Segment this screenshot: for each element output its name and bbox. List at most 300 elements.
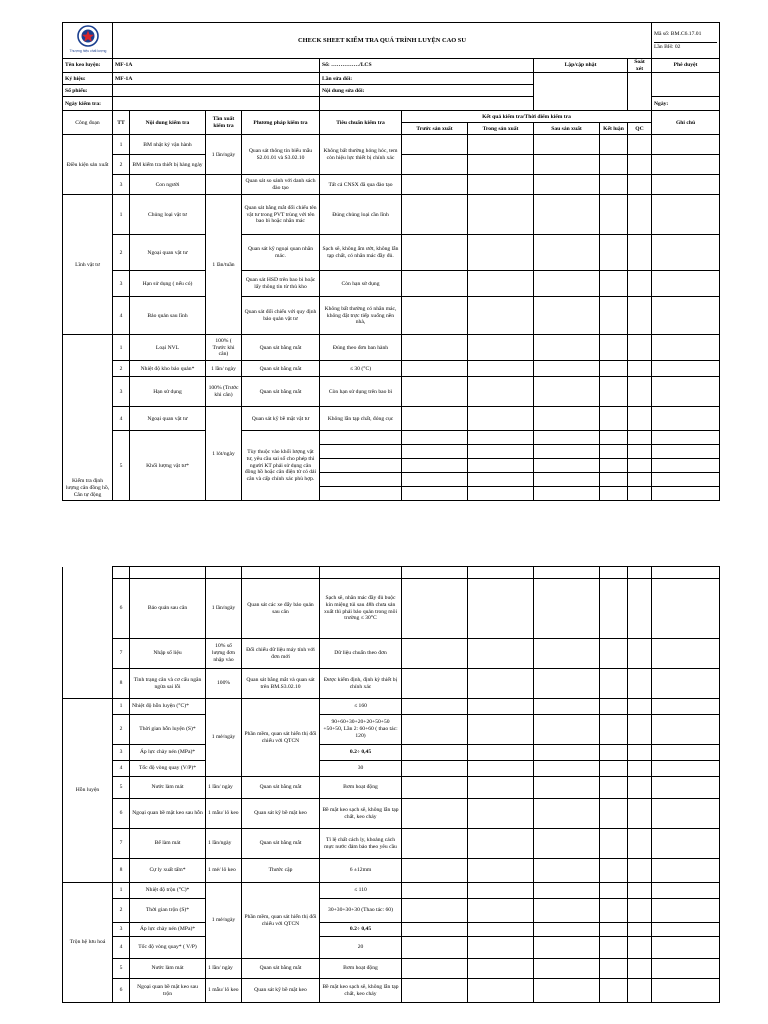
- result-cell[interactable]: [468, 699, 534, 715]
- result-cell[interactable]: [534, 135, 600, 155]
- result-cell[interactable]: [402, 899, 468, 923]
- result-cell[interactable]: [600, 669, 628, 699]
- result-cell[interactable]: [468, 761, 534, 777]
- result-cell[interactable]: [628, 195, 652, 235]
- result-cell[interactable]: [468, 937, 534, 959]
- result-cell[interactable]: [600, 745, 628, 761]
- note-cell[interactable]: [652, 175, 720, 195]
- result-cell[interactable]: [628, 979, 652, 1003]
- table-row: [63, 761, 720, 777]
- result-cell[interactable]: [534, 799, 600, 829]
- result-cell[interactable]: [600, 883, 628, 899]
- result-cell[interactable]: [402, 195, 468, 235]
- row-tan-xuat: 1 lần/tuần: [206, 195, 242, 335]
- result-cell[interactable]: [402, 829, 468, 859]
- result-cell[interactable]: [534, 669, 600, 699]
- row-phuong-phap: Quan sát kỹ bề mặt vật tư: [242, 407, 320, 431]
- table-row: [63, 567, 720, 579]
- result-cell[interactable]: [534, 175, 600, 195]
- result-cell[interactable]: [628, 567, 652, 579]
- note-cell[interactable]: [652, 431, 720, 445]
- result-cell[interactable]: [402, 669, 468, 699]
- note-cell[interactable]: [652, 487, 720, 501]
- svg-text:Thượng hiệu chất lượng: Thượng hiệu chất lượng: [69, 49, 106, 54]
- result-cell[interactable]: [468, 135, 534, 155]
- result-cell[interactable]: [468, 669, 534, 699]
- row-noi-dung: Nhiệt độ kho bảo quản*: [130, 361, 206, 377]
- row-phuong-phap: Quan sát bằng mắt đối chiếu tên vật tư trong PVT trùng với tên bao bì hoặc nhãn mác: [242, 195, 320, 235]
- note-cell[interactable]: [652, 937, 720, 959]
- result-cell[interactable]: [600, 407, 628, 431]
- result-cell[interactable]: [402, 431, 468, 445]
- result-cell[interactable]: [402, 859, 468, 883]
- note-cell[interactable]: [652, 459, 720, 473]
- row-tt: 3: [113, 271, 130, 297]
- result-cell[interactable]: [628, 377, 652, 407]
- result-cell[interactable]: [402, 445, 468, 459]
- result-cell[interactable]: [600, 567, 628, 579]
- result-cell[interactable]: [600, 135, 628, 155]
- result-cell[interactable]: [628, 445, 652, 459]
- result-cell[interactable]: [402, 579, 468, 639]
- soat-xet-sign[interactable]: [628, 73, 652, 111]
- row-noi-dung: Nhập số liệu: [130, 639, 206, 669]
- table-row: [63, 883, 720, 899]
- row-tan-xuat: 1 lần/ngày: [206, 579, 242, 639]
- row-tieu-chuan: 0.2÷ 0,45: [320, 923, 402, 937]
- so-phieu-value[interactable]: [113, 85, 320, 97]
- note-cell[interactable]: [652, 155, 720, 175]
- row-tt: 1: [113, 699, 130, 715]
- result-cell[interactable]: [600, 155, 628, 175]
- result-cell[interactable]: [468, 195, 534, 235]
- col-trong-sx: Trong sản xuất: [468, 123, 534, 135]
- result-cell[interactable]: [402, 473, 468, 487]
- result-cell[interactable]: [468, 377, 534, 407]
- result-cell[interactable]: [628, 669, 652, 699]
- result-cell[interactable]: [534, 431, 600, 445]
- col-truoc-sx: Trước sản xuất: [402, 123, 468, 135]
- edition-number: Lần BH: 02: [654, 42, 717, 51]
- table-row: [63, 175, 720, 195]
- result-cell[interactable]: [534, 335, 600, 361]
- result-cell[interactable]: [534, 761, 600, 777]
- ky-hieu-value[interactable]: MF-1A: [113, 73, 320, 85]
- result-cell[interactable]: [534, 155, 600, 175]
- result-cell[interactable]: [628, 829, 652, 859]
- result-cell[interactable]: [534, 859, 600, 883]
- result-cell[interactable]: [402, 883, 468, 899]
- row-tan-xuat: [206, 175, 242, 195]
- result-cell[interactable]: [600, 335, 628, 361]
- result-cell[interactable]: [534, 777, 600, 799]
- row-tt: 4: [113, 407, 130, 431]
- row-tieu-chuan: Sạch sẽ, không ẩm ướt, không lẫn tạp chất, có nhãn mác đầy đủ.: [320, 235, 402, 271]
- result-cell[interactable]: [628, 155, 652, 175]
- row-tan-xuat: 1 mẻ/ lô keo: [206, 859, 242, 883]
- result-cell[interactable]: [628, 579, 652, 639]
- result-cell[interactable]: [468, 155, 534, 175]
- row-tieu-chuan: ≤ 110: [320, 883, 402, 899]
- note-cell[interactable]: [652, 579, 720, 639]
- row-tt: 5: [113, 777, 130, 799]
- result-cell[interactable]: [628, 407, 652, 431]
- table-row: [63, 335, 720, 361]
- result-cell[interactable]: [628, 699, 652, 715]
- row-tan-xuat: 100% ( Trước khi cân): [206, 335, 242, 361]
- result-cell[interactable]: [402, 407, 468, 431]
- result-cell[interactable]: [534, 883, 600, 899]
- result-cell[interactable]: [628, 459, 652, 473]
- col-ket-luan: Kết luận: [600, 123, 628, 135]
- note-cell[interactable]: [652, 235, 720, 271]
- table-row: [63, 979, 720, 1003]
- result-cell[interactable]: [628, 431, 652, 445]
- so-field[interactable]: Số: ……………/LCS: [320, 59, 534, 73]
- table-row: [63, 959, 720, 979]
- result-cell[interactable]: [600, 699, 628, 715]
- row-tieu-chuan: Bề mặt keo sạch sẽ, không lẫn tạp chất, keo cháy: [320, 799, 402, 829]
- note-cell[interactable]: [652, 335, 720, 361]
- result-cell[interactable]: [402, 155, 468, 175]
- result-cell[interactable]: [468, 487, 534, 501]
- row-noi-dung: Bảo quản sau cân: [130, 579, 206, 639]
- table-row: [63, 135, 720, 155]
- result-cell[interactable]: [600, 175, 628, 195]
- result-cell[interactable]: [628, 361, 652, 377]
- note-cell[interactable]: [652, 699, 720, 715]
- result-cell[interactable]: [468, 567, 534, 579]
- result-cell[interactable]: [628, 859, 652, 883]
- result-cell[interactable]: [534, 699, 600, 715]
- phe-duyet-sign[interactable]: [652, 73, 720, 97]
- result-cell[interactable]: [534, 377, 600, 407]
- result-cell[interactable]: [628, 271, 652, 297]
- row-tan-xuat: 1 lần/ngày: [206, 135, 242, 175]
- result-cell[interactable]: [468, 639, 534, 669]
- result-cell[interactable]: [534, 235, 600, 271]
- row-noi-dung: Hạn sử dụng: [130, 377, 206, 407]
- result-cell[interactable]: [600, 297, 628, 335]
- result-cell[interactable]: [468, 407, 534, 431]
- row-tt: 2: [113, 361, 130, 377]
- note-cell[interactable]: [652, 195, 720, 235]
- result-cell[interactable]: [600, 899, 628, 923]
- row-tieu-chuan: 6 ±12mm: [320, 859, 402, 883]
- note-cell[interactable]: [652, 407, 720, 431]
- ten-keo-label: Tên keo luyện:: [63, 59, 113, 73]
- result-cell[interactable]: [600, 235, 628, 271]
- note-cell[interactable]: [652, 361, 720, 377]
- result-cell[interactable]: [628, 235, 652, 271]
- result-cell[interactable]: [628, 899, 652, 923]
- result-cell[interactable]: [628, 799, 652, 829]
- result-cell[interactable]: [534, 567, 600, 579]
- result-cell[interactable]: [600, 979, 628, 1003]
- result-cell[interactable]: [534, 899, 600, 923]
- result-cell[interactable]: [534, 979, 600, 1003]
- noi-dung-sua-doi-field[interactable]: Nội dung sửa đổi:: [320, 85, 534, 97]
- result-cell[interactable]: [628, 297, 652, 335]
- row-phuong-phap: Quan sát bằng mắt: [242, 361, 320, 377]
- result-cell[interactable]: [468, 923, 534, 937]
- check-sheet-table-1: [62, 22, 720, 501]
- result-cell[interactable]: [468, 745, 534, 761]
- result-cell[interactable]: [534, 715, 600, 745]
- col-cong-doan: Công đoạn: [63, 111, 113, 135]
- row-tan-xuat: 10% số lượng đơn nhập vào: [206, 639, 242, 669]
- note-cell[interactable]: [652, 829, 720, 859]
- result-cell[interactable]: [402, 235, 468, 271]
- note-cell[interactable]: [652, 899, 720, 923]
- note-cell[interactable]: [652, 135, 720, 155]
- result-cell[interactable]: [534, 639, 600, 669]
- row-noi-dung: Nhiệt độ trộn (°C)*: [130, 883, 206, 899]
- result-cell[interactable]: [402, 297, 468, 335]
- result-cell[interactable]: [468, 799, 534, 829]
- result-cell[interactable]: [534, 297, 600, 335]
- result-cell[interactable]: [534, 195, 600, 235]
- result-cell[interactable]: [534, 487, 600, 501]
- result-cell[interactable]: [402, 567, 468, 579]
- result-cell[interactable]: [628, 923, 652, 937]
- row-tt: 1: [113, 335, 130, 361]
- result-cell[interactable]: [468, 271, 534, 297]
- result-cell[interactable]: [600, 431, 628, 445]
- result-cell[interactable]: [468, 335, 534, 361]
- result-cell[interactable]: [600, 777, 628, 799]
- row-tieu-chuan: 90+60+30+20+20+50+50 +50+50, Lần 2: 60+60 ( thao tác: 120): [320, 715, 402, 745]
- result-cell[interactable]: [628, 487, 652, 501]
- note-cell[interactable]: [652, 271, 720, 297]
- result-cell[interactable]: [600, 377, 628, 407]
- result-cell[interactable]: [468, 473, 534, 487]
- result-cell[interactable]: [402, 745, 468, 761]
- result-cell[interactable]: [402, 777, 468, 799]
- result-cell[interactable]: [628, 745, 652, 761]
- row-phuong-phap: Thước cặp: [242, 859, 320, 883]
- result-cell[interactable]: [468, 431, 534, 445]
- lap-cap-nhat-sign[interactable]: [534, 73, 628, 111]
- result-cell[interactable]: [402, 335, 468, 361]
- result-cell[interactable]: [402, 639, 468, 669]
- result-cell[interactable]: [534, 361, 600, 377]
- row-tieu-chuan: ≤ 160: [320, 699, 402, 715]
- ten-keo-value[interactable]: MF-1A: [113, 59, 320, 73]
- result-cell[interactable]: [534, 959, 600, 979]
- note-cell[interactable]: [652, 959, 720, 979]
- note-cell[interactable]: [652, 715, 720, 745]
- note-cell[interactable]: [652, 567, 720, 579]
- result-cell[interactable]: [468, 859, 534, 883]
- result-cell[interactable]: [402, 937, 468, 959]
- result-cell[interactable]: [534, 923, 600, 937]
- result-cell[interactable]: [628, 937, 652, 959]
- row-tieu-chuan: Bơm hoạt động: [320, 959, 402, 979]
- row-tieu-chuan: Không bất thường có nhãn mác, không đặt trực tiếp xuống nền nhà,: [320, 297, 402, 335]
- row-tt: 7: [113, 639, 130, 669]
- note-cell[interactable]: [652, 297, 720, 335]
- result-cell[interactable]: [600, 829, 628, 859]
- row-phuong-phap: Quan sát bằng mắt và quan sát trên BM.S3.02.10: [242, 669, 320, 699]
- table-row: [63, 297, 720, 335]
- row-tieu-chuan: Tất cả CNSX đã qua đào tạo: [320, 175, 402, 195]
- result-cell[interactable]: [402, 715, 468, 745]
- result-cell[interactable]: [600, 639, 628, 669]
- col-noi-dung: Nội dung kiểm tra: [130, 111, 206, 135]
- row-tt: 6: [113, 799, 130, 829]
- note-cell[interactable]: [652, 639, 720, 669]
- result-cell[interactable]: [600, 859, 628, 883]
- ngay-kiem-tra-value[interactable]: [113, 97, 320, 111]
- table-row: [63, 829, 720, 859]
- result-cell[interactable]: [628, 639, 652, 669]
- table-row: [63, 715, 720, 745]
- row-tieu-chuan: 20: [320, 937, 402, 959]
- row-noi-dung: Con người: [130, 175, 206, 195]
- result-cell[interactable]: [600, 579, 628, 639]
- result-cell[interactable]: [600, 937, 628, 959]
- row-tt: 5: [113, 431, 130, 501]
- row-tieu-chuan: [320, 431, 402, 445]
- result-cell[interactable]: [628, 883, 652, 899]
- result-cell[interactable]: [468, 579, 534, 639]
- result-cell[interactable]: [402, 361, 468, 377]
- result-cell[interactable]: [402, 135, 468, 155]
- result-cell[interactable]: [402, 699, 468, 715]
- row-noi-dung: Ngoại quan vật tư: [130, 407, 206, 431]
- result-cell[interactable]: [402, 487, 468, 501]
- result-cell[interactable]: [600, 715, 628, 745]
- note-cell[interactable]: [652, 883, 720, 899]
- row-tan-xuat: 100%: [206, 669, 242, 699]
- note-cell[interactable]: [652, 979, 720, 1003]
- result-cell[interactable]: [402, 377, 468, 407]
- result-cell[interactable]: [534, 829, 600, 859]
- row-phuong-phap: Phần mềm, quan sát hiển thị đối chiếu với QTCN: [242, 883, 320, 959]
- note-cell[interactable]: [652, 745, 720, 761]
- result-cell[interactable]: [600, 361, 628, 377]
- note-cell[interactable]: [652, 473, 720, 487]
- note-cell[interactable]: [652, 777, 720, 799]
- result-cell[interactable]: [468, 459, 534, 473]
- result-cell[interactable]: [468, 829, 534, 859]
- result-cell[interactable]: [628, 473, 652, 487]
- note-cell[interactable]: [652, 859, 720, 883]
- result-cell[interactable]: [628, 959, 652, 979]
- result-cell[interactable]: [468, 883, 534, 899]
- result-cell[interactable]: [600, 959, 628, 979]
- result-cell[interactable]: [468, 361, 534, 377]
- result-cell[interactable]: [468, 445, 534, 459]
- result-cell[interactable]: [468, 175, 534, 195]
- result-cell[interactable]: [600, 487, 628, 501]
- row-phuong-phap: Quan sát thông tin biểu mẫu S2.01.01 và S3.02.10: [242, 135, 320, 175]
- row-tt: 3: [113, 377, 130, 407]
- result-cell[interactable]: [402, 979, 468, 1003]
- row-tieu-chuan: Còn hạn sử dụng: [320, 271, 402, 297]
- result-cell[interactable]: [600, 799, 628, 829]
- result-cell[interactable]: [468, 235, 534, 271]
- result-cell[interactable]: [628, 761, 652, 777]
- result-cell[interactable]: [402, 761, 468, 777]
- row-noi-dung: Hạn sử dụng ( nếu có): [130, 271, 206, 297]
- result-cell[interactable]: [468, 715, 534, 745]
- row-tt: 5: [113, 959, 130, 979]
- row-phuong-phap: Quan sát các xe đẩy bảo quản sau cân: [242, 579, 320, 639]
- col-tieu-chuan: Tiêu chuẩn kiểm tra: [320, 111, 402, 135]
- note-cell[interactable]: [652, 377, 720, 407]
- result-cell[interactable]: [402, 923, 468, 937]
- row-tt: 2: [113, 899, 130, 923]
- row-noi-dung: BM nhật ký vận hành: [130, 135, 206, 155]
- row-noi-dung: Ngoại quan bề mặt keo sau trộn: [130, 979, 206, 1003]
- table-row: [63, 195, 720, 235]
- result-cell[interactable]: [534, 459, 600, 473]
- result-cell[interactable]: [468, 959, 534, 979]
- result-cell[interactable]: [402, 459, 468, 473]
- result-cell[interactable]: [534, 745, 600, 761]
- row-noi-dung: Loại NVL: [130, 335, 206, 361]
- ngay-field[interactable]: Ngày:: [652, 97, 720, 111]
- result-cell[interactable]: [402, 959, 468, 979]
- result-cell[interactable]: [534, 473, 600, 487]
- note-cell[interactable]: [652, 761, 720, 777]
- result-cell[interactable]: [628, 135, 652, 155]
- row-phuong-phap: Quan sát kỹ bề mặt keo: [242, 979, 320, 1003]
- result-cell[interactable]: [534, 579, 600, 639]
- result-cell[interactable]: [628, 715, 652, 745]
- result-cell[interactable]: [468, 979, 534, 1003]
- table-row: [63, 859, 720, 883]
- result-cell[interactable]: [402, 271, 468, 297]
- note-cell[interactable]: [652, 923, 720, 937]
- result-cell[interactable]: [468, 777, 534, 799]
- result-cell[interactable]: [468, 297, 534, 335]
- row-tt: 4: [113, 761, 130, 777]
- result-cell[interactable]: [600, 473, 628, 487]
- lap-cap-nhat-header: Lập/cập nhật: [534, 59, 628, 73]
- result-cell[interactable]: [628, 335, 652, 361]
- note-cell[interactable]: [652, 799, 720, 829]
- result-cell[interactable]: [402, 175, 468, 195]
- row-noi-dung: Ngoại quan bề mặt keo sau hỗn: [130, 799, 206, 829]
- result-cell[interactable]: [600, 195, 628, 235]
- result-cell[interactable]: [534, 271, 600, 297]
- lan-sua-doi-field[interactable]: Lần sửa đổi:: [320, 73, 534, 85]
- result-cell[interactable]: [628, 175, 652, 195]
- result-cell[interactable]: [600, 459, 628, 473]
- row-tieu-chuan: [320, 459, 402, 473]
- result-cell[interactable]: [600, 271, 628, 297]
- result-cell[interactable]: [534, 407, 600, 431]
- result-cell[interactable]: [402, 799, 468, 829]
- result-cell[interactable]: [628, 777, 652, 799]
- result-cell[interactable]: [600, 923, 628, 937]
- col-ket-qua: Kết quả kiểm tra/Thời điểm kiểm tra: [402, 111, 652, 123]
- result-cell[interactable]: [534, 445, 600, 459]
- result-cell[interactable]: [600, 761, 628, 777]
- row-noi-dung: Nhiệt độ hỗn luyện (°C)*: [130, 699, 206, 715]
- note-cell[interactable]: [652, 445, 720, 459]
- result-cell[interactable]: [600, 445, 628, 459]
- result-cell[interactable]: [468, 899, 534, 923]
- result-cell[interactable]: [534, 937, 600, 959]
- row-tieu-chuan: Không bất thường hỏng hóc, tem còn hiệu lực thiết bị chính xác: [320, 135, 402, 175]
- note-cell[interactable]: [652, 669, 720, 699]
- table-row: [63, 669, 720, 699]
- col-ghi-chu: Ghi chú: [652, 111, 720, 135]
